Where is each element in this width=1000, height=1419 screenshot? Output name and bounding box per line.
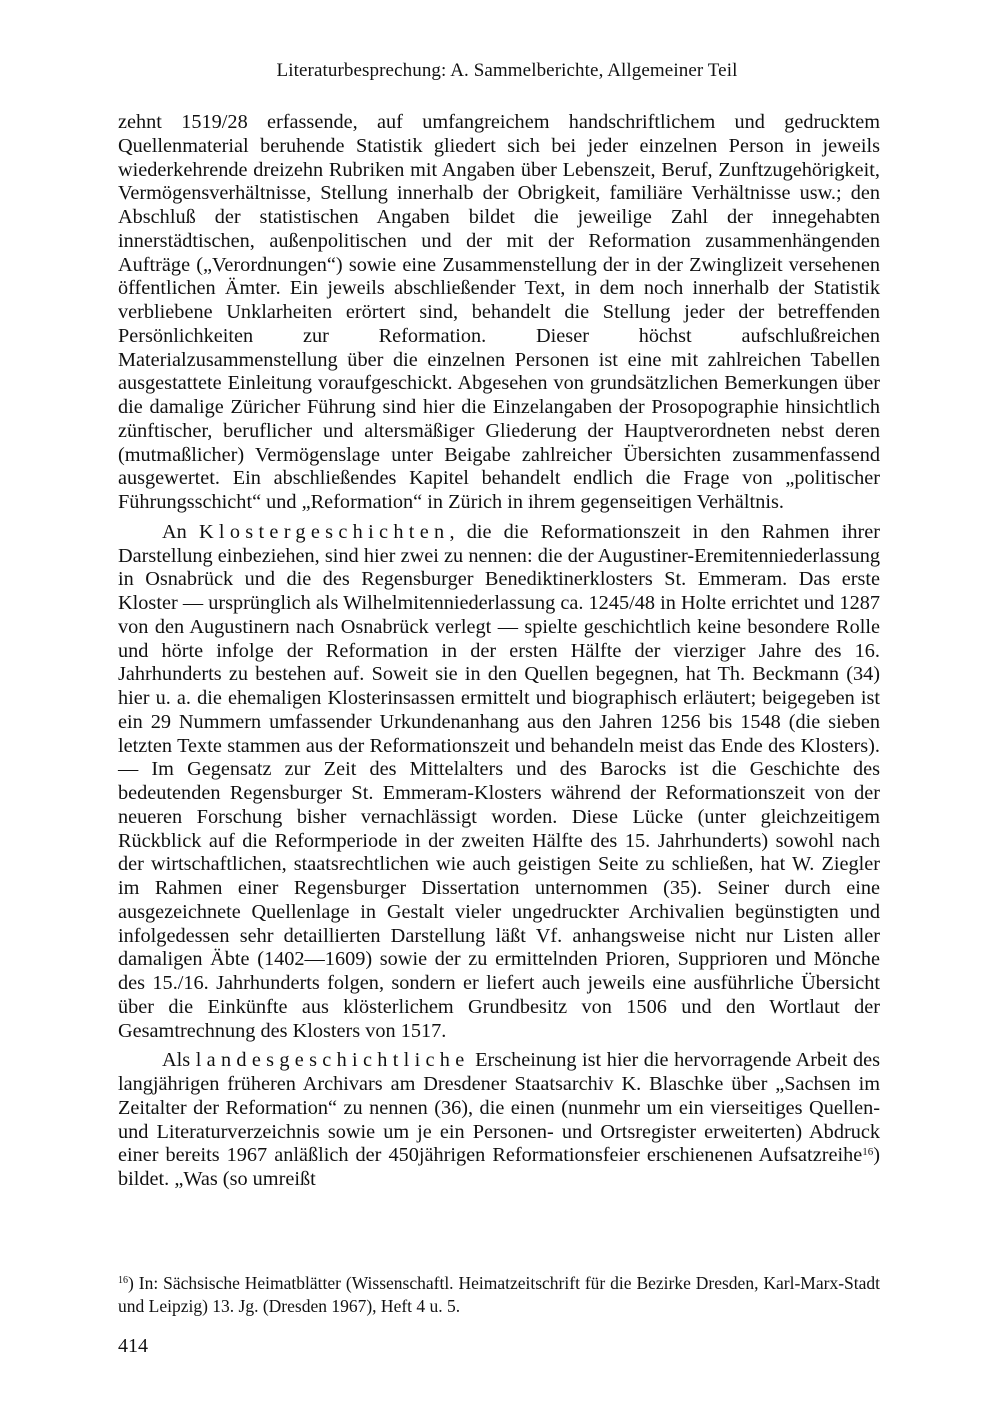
paragraph-body: Erscheinung ist hier die hervorragende Arbeit des langjährigen früheren Archivars am Dresdener Staatsarchiv K. Blaschke über „Sachsen im Zeitalter der Reformation“ zu nennen (36), die einen (nunmehr um ein vierseitiges Quellen- und Literaturverzeichnis sowie um je ein Personen- und Ortsregister erweiterten) Abdruck einer bereits 1967 anläßlich der 450jährigen Reformationsfeier erschienenen Aufsatzreihe — [118, 1049, 880, 1167]
running-header: Literaturbesprechung: A. Sammelberichte, Allgemeiner Teil — [276, 60, 738, 81]
spaced-term: Klostergeschichten — [198, 520, 450, 543]
paragraph-klostergeschichten — [118, 521, 880, 1044]
paragraph-statistics: zehnt 1519/28 erfassende, auf umfangreichem handschriftlichem und gedrucktem Quellenmaterial beruhende Statistik gliedert sich bei jeder einzelnen Person in jeweils wiederkehrende dreizehn Rubriken mit Angaben über Lebenszeit, Beruf, Zunftzugehörigkeit, Vermögensverhältnisse, Stellung innerhalb der Obrigkeit, familiäre Verhältnisse usw.; den Abschluß der statistischen Angaben bildet die jeweilige Zahl der innegehabten innerstädtischen, außenpolitischen und der mit der Reformation zusammenhängenden Aufträge („Verordnungen“) sowie eine Zusammenstellung der in der Zwinglizeit versehenen öffentlichen Ämter. Ein jeweils abschließender Text, in dem noch innerhalb der Statistik verbliebene Unklarheiten erörtert sind, behandelt die Stellung jeder der betreffenden Persönlichkeiten zur Reformation. Dieser höchst aufschlußreichen Materialzusammenstellung über die einzelnen Personen ist eine mit zahlreichen Tabellen ausgestattete Einleitung voraufgeschickt. Abgesehen von grundsätzlichen Bemerkungen über die damalige Züricher Führung sind hier die Einzelangaben der Prosopographie hinsichtlich zünftischer, beruflicher und altersmäßiger Gliederung der Hauptverordneten nebst deren (mutmaßlicher) Vermögenslage unter Beigabe zahlreicher Übersichten zusammenfassend ausgewertet. Ein abschließendes Kapitel behandelt endlich die Frage von „politischer Führungsschicht“ und „Reformation“ in Zürich in ihrem gegenseitigen Verhältnis. — [118, 111, 880, 513]
spaced-term: landesgeschichtliche — [195, 1049, 470, 1072]
page-number: 414 — [118, 1335, 148, 1357]
paragraph-lead: Als — [162, 1049, 191, 1072]
main-text — [118, 111, 880, 1192]
paragraph-landesgeschichte — [118, 1049, 880, 1192]
footnote-reference: 16 — [862, 1146, 874, 1159]
paragraph-body-end: ) bildet. „Was (so umreißt — [118, 1144, 880, 1190]
paragraph-body: , die die Reformationszeit in den Rahmen ihrer Darstellung einbeziehen, sind hier zwei zu nennen: die der Augustiner-Eremitenniederlassung in Osnabrück und die des Regensburger Benediktinerklosters St. Emmeram. Das erste Kloster — ursprünglich als Wilhelmitenniederlassung ca. 1245/48 in Holte errichtet und 1287 von den Augustinern nach Osnabrück verlegt — spielte geschichtlich keine besondere Rolle und hörte infolge der Reformation in der ersten Hälfte der vierziger Jahre des 16. Jahrhunderts zu bestehen auf. Soweit sie in den Quellen begegnen, hat Th. Beckmann (34) hier u. a. die ehemaligen Klosterinsassen ermittelt und biographisch erläutert; beigegeben ist ein 29 Nummern umfassender Urkundenanhang aus den Jahren 1256 bis 1548 (die sieben letzten Texte stammen aus der Reformationszeit und behandeln meist das Ende des Klosters). — Im Gegensatz zur Zeit des Mittelalters und des Barocks ist die Geschichte des bedeutenden Regensburger St. Emmeram-Klosters während der Reformationszeit von der neueren Forschung bisher vernachlässigt worden. Diese Lücke (unter gleichzeitigem Rückblick auf die Reformperiode in der zweiten Hälfte des 15. Jahrhunderts) sowohl nach der wirtschaftlichen, staatsrechtlichen wie auch geistigen Seite zu schließen, hat W. Ziegler im Rahmen einer Regensburger Dissertation unternommen (35). Seiner durch eine ausgezeichnete Quellenlage in Gestalt vieler ungedruckter Archivalien begünstigten und infolgedessen sehr detaillierten Darstellung läßt Vf. anhangsweise nicht nur Listen aller damaligen Äbte (1402—1609) sowie der zu ermittelnden Prioren, Supprioren und Mönche des 15./16. Jahrhunderts folgen, sondern er liefert auch jeweils eine ausführliche Übersicht über die Einkünfte aus klösterlichem Grundbesitz von 1506 und den Wortlaut der Gesamtrechnung des Klosters von 1517. — [118, 520, 880, 1042]
paragraph-lead: An — [162, 520, 187, 543]
footnote-mark: 16 — [118, 1275, 128, 1286]
footnote — [118, 1272, 880, 1318]
footnote-text: ) In: Sächsische Heimatblätter (Wissenschaftl. Heimatzeitschrift für die Bezirke Dresden, Karl-Marx-Stadt und Leipzig) 13. Jg. (Dresden 1967), Heft 4 u. 5. — [118, 1273, 880, 1316]
